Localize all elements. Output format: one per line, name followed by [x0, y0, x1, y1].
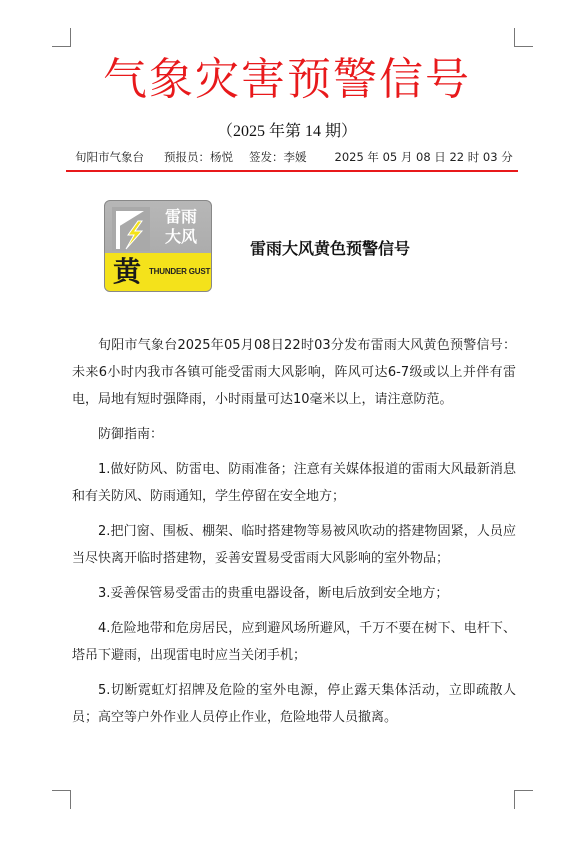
guide-item: 4.危险地带和危房居民，应到避风场所避风，千万不要在树下、电杆下、塔吊下避雨，出现雷电时应当关闭手机；: [72, 621, 516, 663]
document-title: 气象灾害预警信号: [103, 54, 471, 105]
warning-signal-icon: [104, 200, 212, 292]
intro-paragraph: 旬阳市气象台2025年05月08日22时03分发布雷雨大风黄色预警信号：未来6小时内我市各镇可能受雷雨大风影响，阵风可达6-7级或以上并伴有雷电，局地有短时强降雨，小时雨量可达10毫米以上，请注意防范。: [72, 338, 516, 407]
guide-item: 5.切断霓虹灯招牌及危险的室外电源，停止露天集体活动，立即疏散人员；高空等户外作业人员停止作业，危险地带人员撤离。: [72, 683, 516, 725]
signal-name: 雷雨大风黄色预警信号: [250, 239, 411, 258]
icon-level-char: 黄: [113, 255, 142, 288]
crop-mark-bottom-left: [52, 790, 71, 809]
header-divider: [66, 170, 518, 172]
icon-level-band: [105, 253, 211, 291]
guide-title: 防御指南：: [98, 427, 164, 442]
crop-mark-top-left: [52, 28, 71, 47]
icon-english-text: THUNDER GUST: [149, 267, 211, 276]
icon-type-text: 雷雨 大风: [164, 207, 197, 246]
lightning-flag-icon: [112, 207, 150, 251]
guide-item: 3.妥善保管易受雷击的贵重电器设备，断电后放到安全地方；: [98, 586, 449, 601]
guide-item: 2.把门窗、围板、棚架、临时搭建物等易被风吹动的搭建物固紧，人员应当尽快离开临时搭建物，妥善安置易受雷雨大风影响的室外物品；: [72, 524, 516, 566]
issuing-unit: 旬阳市气象台: [75, 150, 144, 164]
issue-datetime: 2025 年 05 月 08 日 22 时 03 分: [334, 150, 513, 164]
guide-item: 1.做好防风、防雷电、防雨准备；注意有关媒体报道的雷雨大风最新消息和有关防风、防雨通知，学生停留在安全地方；: [72, 462, 516, 504]
meta-line: [75, 149, 514, 165]
document-body: [72, 332, 516, 731]
crop-mark-bottom-right: [514, 790, 533, 809]
crop-mark-top-right: [514, 28, 533, 47]
forecaster: 预报员：杨悦: [164, 150, 233, 164]
signer: 签发：李媛: [249, 150, 307, 164]
issue-number: （2025 年第 14 期）: [216, 123, 357, 140]
